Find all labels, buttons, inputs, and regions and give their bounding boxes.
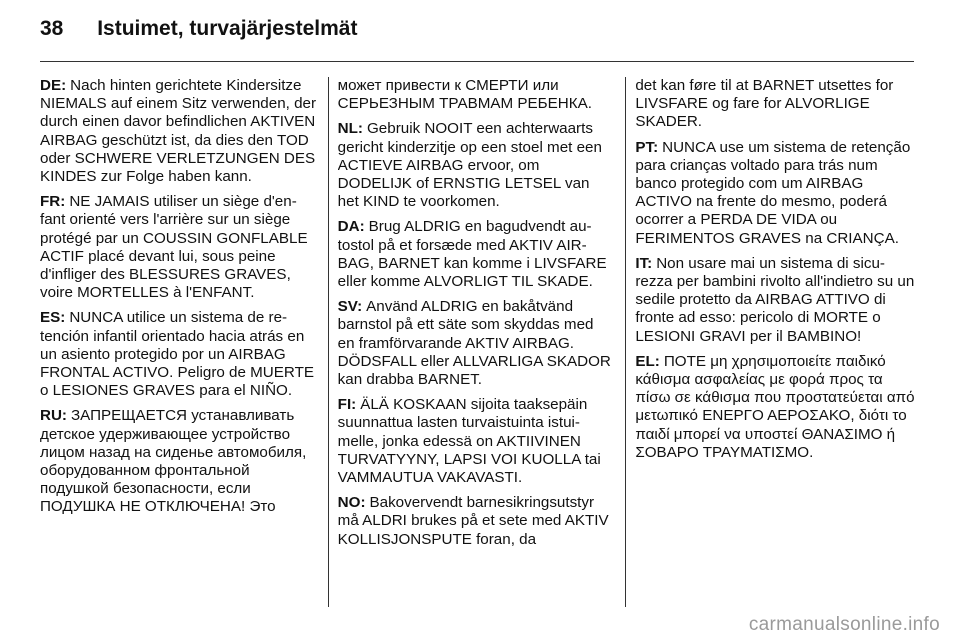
column-2 <box>338 77 619 607</box>
warning-text: Nach hinten gerichtete Kindersitze NIEMALS auf einem Sitz verwenden, der durch einen davor befindlichen AKTIVEN AIRBAG geschützt ist, da dies den TOD oder SCHWERE VERLETZUNGEN DES KINDES zur Folge haben kann. <box>40 77 317 186</box>
language-code: EL: <box>635 352 660 370</box>
warning-paragraph <box>338 298 615 389</box>
language-code: DA: <box>337 218 365 236</box>
warning-text: может привести к СМЕРТИ или СЕРЬЕЗНЫМ ТРАВМАМ РЕБЕНКА. <box>337 77 592 113</box>
warning-text: Bakovervendt barnesikringsutstyr må ALDRI brukes på et sete med AKTIV KOLLISJONSPUTE foran, da <box>337 494 609 548</box>
text-columns <box>40 77 916 607</box>
warning-paragraph <box>338 396 615 487</box>
warning-text: ÄLÄ KOSKAAN sijoita taaksepäin suunnattua lasten turvaistuinta istuimelle, jonka edessä on AKTIIVINEN TURVATYYNY, LAPSI VOI KUOLLA tai VAMMAUTUA VAKAVASTI. <box>337 396 601 487</box>
language-code: PT: <box>635 138 659 156</box>
language-code: IT: <box>635 254 653 272</box>
language-code: DE: <box>40 77 67 94</box>
column-1 <box>40 77 321 607</box>
warning-paragraph <box>635 255 916 346</box>
warning-text: ЗАПРЕЩАЕТСЯ устанавливать детское удерживающее устройство лицом назад на сиденье автомобиля, оборудованном фронтальной подушкой безопасности, если ПОДУШКА НЕ ОТКЛЮЧЕНА! Это <box>40 407 307 516</box>
warning-paragraph <box>40 193 317 302</box>
warning-paragraph <box>635 77 916 132</box>
language-code: FR: <box>40 193 66 211</box>
warning-paragraph <box>635 353 916 462</box>
warning-text: NUNCA use um sistema de retenção para crianças voltado para trás num banco protegido com um AIRBAG ACTIVO na frente do mesmo, poderá ocorrer a PERDA DE VIDA ou FERIMENTOS GRAVES na CRIANÇA. <box>635 138 911 247</box>
language-code: FI: <box>337 396 357 414</box>
warning-paragraph <box>338 77 615 113</box>
column-divider <box>625 77 626 607</box>
page-title: Istuimet, turvajärjestelmät <box>97 17 358 40</box>
warning-paragraph <box>40 407 317 516</box>
language-code: RU: <box>40 407 67 425</box>
warning-text: Non usare mai un sistema di sicurezza per bambini rivolto all'indietro su un sedile protetto da AIRBAG ATTIVO di fronte ad esso: pericolo di MORTE o LESIONI GRAVI per il BAMBINO! <box>635 254 915 345</box>
warning-paragraph <box>40 77 317 186</box>
warning-text: NE JAMAIS utiliser un siège d'enfant orienté vers l'arrière sur un siège protégé par un COUSSIN GONFLABLE ACTIF placé devant lui, sous peine d'infliger des BLESSURES GRAVES, voire MORTELLES à l'ENFANT. <box>40 193 308 302</box>
language-code: ES: <box>40 309 66 327</box>
warning-text: ΠΟΤΕ μη χρησιμοποιείτε παιδικό κάθισμα ασφαλείας με φορά προς τα πίσω σε κάθισμα που προστατεύεται από μετωπικό ΕΝΕΡΓΟ ΑΕΡΟΣΑΚΟ, διότι το παιδί μπορεί να υποστεί ΘΑΝΑΣΙΜΟ ή ΣΟΒΑΡΟ ΤΡΑΥΜΑΤΙΣΜΟ. <box>635 352 915 461</box>
warning-text: Använd ALDRIG en bakåtvänd barnstol på ett säte som skyddas med en framförvarande AKTIV AIRBAG. DÖDSFALL eller ALLVARLIGA SKADOR kan drabba BARNET. <box>337 298 611 389</box>
language-code: NO: <box>337 494 366 512</box>
watermark: carmanualsonline.info <box>748 614 940 635</box>
warning-paragraph <box>338 120 615 211</box>
warning-text: Gebruik NOOIT een achterwaarts gericht kinderzitje op een stoel met een ACTIEVE AIRBAG ervoor, om DODELIJK of ERNSTIG LETSEL van het KIND te voorkomen. <box>337 120 602 211</box>
column-3 <box>635 77 916 607</box>
page-number: 38 <box>40 17 64 40</box>
warning-paragraph <box>40 309 317 400</box>
warning-paragraph <box>635 139 916 248</box>
warning-text: NUNCA utilice un sistema de retención infantil orientado hacia atrás en un asiento protegido por un AIRBAG FRONTAL ACTIVO. Peligro de MUERTE o LESIONES GRAVES para el NIÑO. <box>40 309 315 400</box>
warning-paragraph <box>338 494 615 549</box>
warning-paragraph <box>338 218 615 291</box>
language-code: SV: <box>337 298 363 316</box>
page-header <box>40 14 920 54</box>
warning-text: det kan føre til at BARNET utsettes for LIVSFARE og fare for ALVORLIGE SKADER. <box>635 77 894 131</box>
header-rule <box>40 61 914 62</box>
column-divider <box>328 77 329 607</box>
warning-text: Brug ALDRIG en bagudvendt autostol på et forsæde med AKTIV AIRBAG, BARNET kan komme i LIVSFARE eller komme ALVORLIGT TIL SKADE. <box>337 218 607 291</box>
language-code: NL: <box>337 120 363 138</box>
